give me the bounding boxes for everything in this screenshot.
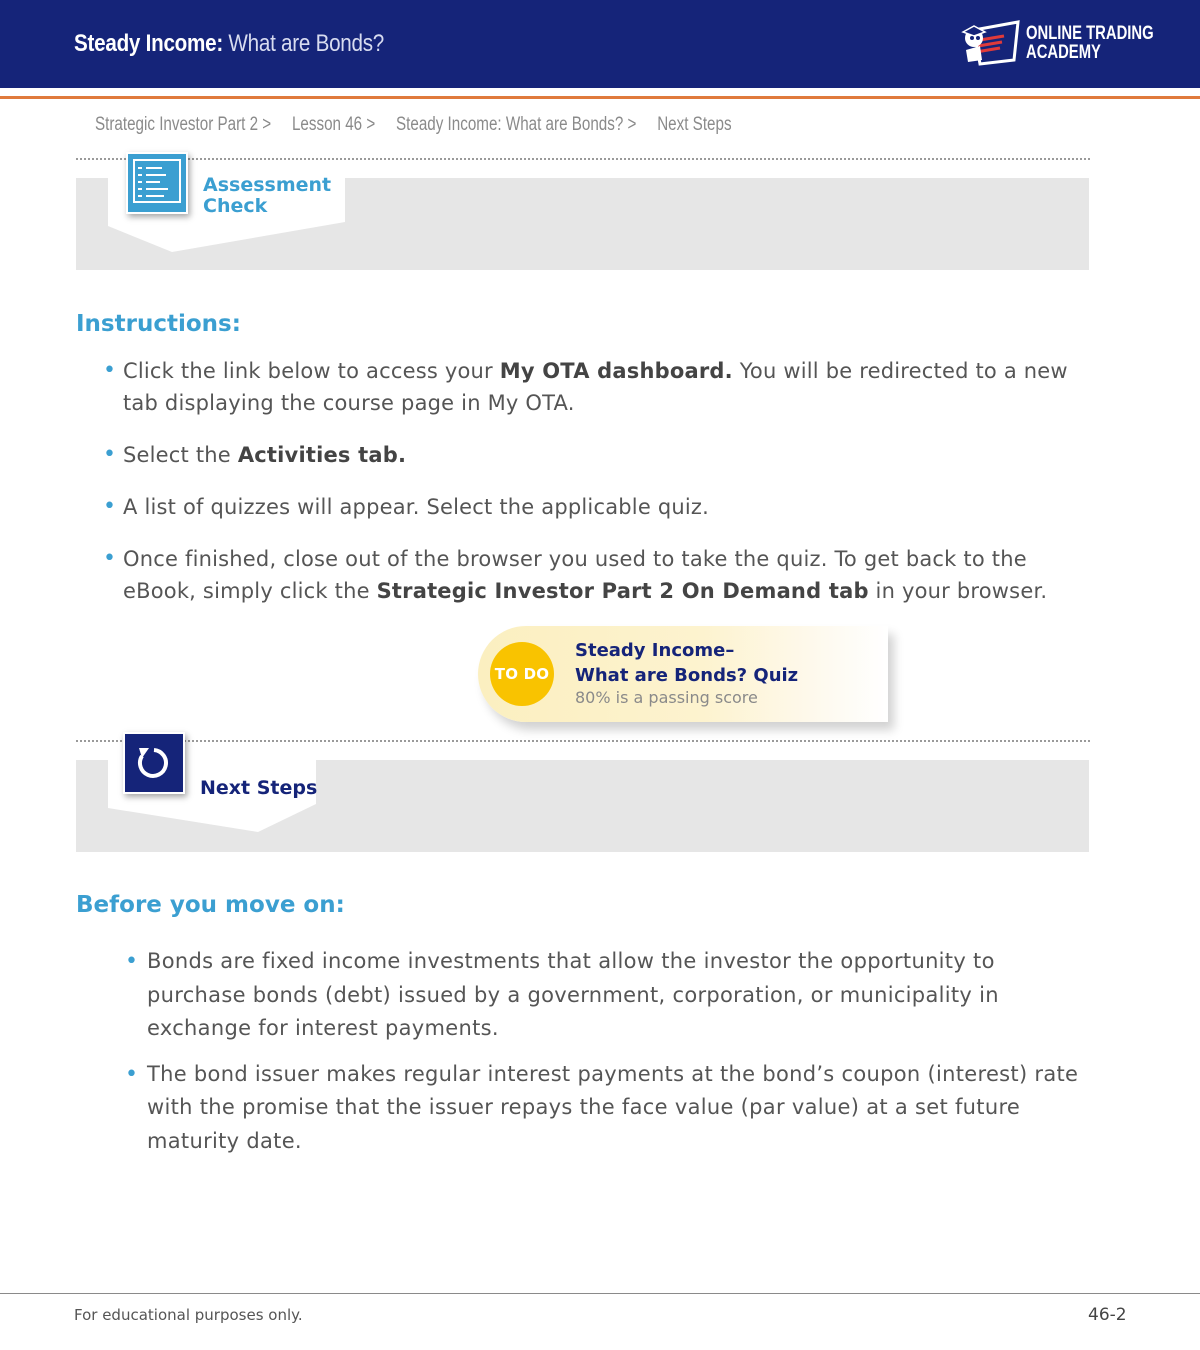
page-number: 46-2 [1088, 1305, 1127, 1325]
bullet-dot: • [103, 442, 117, 467]
header-title-light: What are Bonds? [222, 30, 385, 57]
list-item [103, 543, 1083, 607]
quiz-title-line-2: What are Bonds? Quiz [575, 665, 799, 686]
item-text: in your browser. [868, 579, 1048, 603]
quiz-title[interactable] [575, 638, 798, 688]
bullet-dot: • [103, 546, 117, 571]
next-steps-label: Next Steps [200, 777, 318, 799]
item-text: You will be redirected to a new tab displaying the course page in My OTA. [123, 359, 1068, 415]
refresh-icon [125, 734, 183, 792]
footer-note: For educational purposes only. [74, 1306, 303, 1324]
item-bold-text: Activities tab. [237, 443, 407, 467]
instructions-list [103, 355, 1083, 627]
logo-line-2: ACADEMY [1026, 42, 1101, 63]
before-list [125, 945, 1087, 1170]
item-text: Click the link below to access your [123, 359, 500, 383]
breadcrumb [95, 114, 752, 136]
list-item [103, 491, 1083, 523]
item-bold-text: Strategic Investor Part 2 On Demand tab [376, 579, 869, 603]
logo-line-1: ONLINE TRADING [1026, 23, 1154, 44]
section-divider [76, 740, 1090, 742]
assessment-label-line-2: Check [203, 195, 268, 217]
bullet-dot: • [125, 1061, 139, 1087]
bullet-dot: • [103, 358, 117, 383]
ota-graduate-logo-icon [960, 20, 1022, 68]
header-title-bold: Steady Income: [74, 30, 223, 57]
breadcrumb-item-course[interactable]: Strategic Investor Part 2 > [95, 114, 272, 135]
checklist-icon [128, 154, 186, 212]
quiz-passing-score: 80% is a passing score [575, 688, 758, 707]
quiz-title-line-1: Steady Income– [575, 640, 735, 661]
ota-logo [960, 20, 1154, 70]
breadcrumb-item-current: Next Steps [657, 114, 732, 135]
list-item [103, 439, 1083, 471]
header-accent-rule [0, 96, 1200, 99]
bullet-dot: • [125, 949, 139, 974]
bullet-dot: • [103, 494, 117, 519]
section-divider [76, 158, 1090, 160]
footer-rule [0, 1293, 1200, 1294]
assessment-label-line-1: Assessment [203, 174, 332, 196]
item-text: The bond issuer makes regular interest payments at the bond’s coupon (interest) rate with the promise that the issuer repays the face value (par value) at a set future maturity date. [147, 1061, 1079, 1153]
list-item [103, 355, 1083, 419]
list-item [125, 945, 1087, 1046]
todo-badge: TO DO [490, 642, 554, 706]
quiz-link-card[interactable] [478, 626, 888, 722]
list-item [125, 1058, 1087, 1159]
assessment-label [203, 175, 331, 217]
breadcrumb-item-topic[interactable]: Steady Income: What are Bonds? > [396, 114, 637, 135]
item-text: A list of quizzes will appear. Select the applicable quiz. [123, 495, 710, 519]
item-text: Once finished, close out of the browser you used to take the quiz. To get back to the eBook, simply click the [123, 547, 1027, 603]
item-text: Bonds are fixed income investments that allow the investor the opportunity to purchase bonds (debt) issued by a government, corporation, or municipality in exchange for interest payments. [147, 949, 999, 1040]
header-title [74, 30, 384, 58]
assessment-icon-box [126, 152, 188, 214]
breadcrumb-item-lesson[interactable]: Lesson 46 > [291, 114, 376, 135]
next-steps-icon-box [123, 732, 185, 794]
page-header [0, 0, 1200, 88]
logo-text [1026, 24, 1154, 62]
instructions-heading: Instructions: [76, 311, 241, 337]
item-bold-text[interactable]: My OTA dashboard. [499, 359, 733, 383]
item-text: Select the [123, 443, 238, 467]
before-heading: Before you move on: [76, 892, 345, 918]
